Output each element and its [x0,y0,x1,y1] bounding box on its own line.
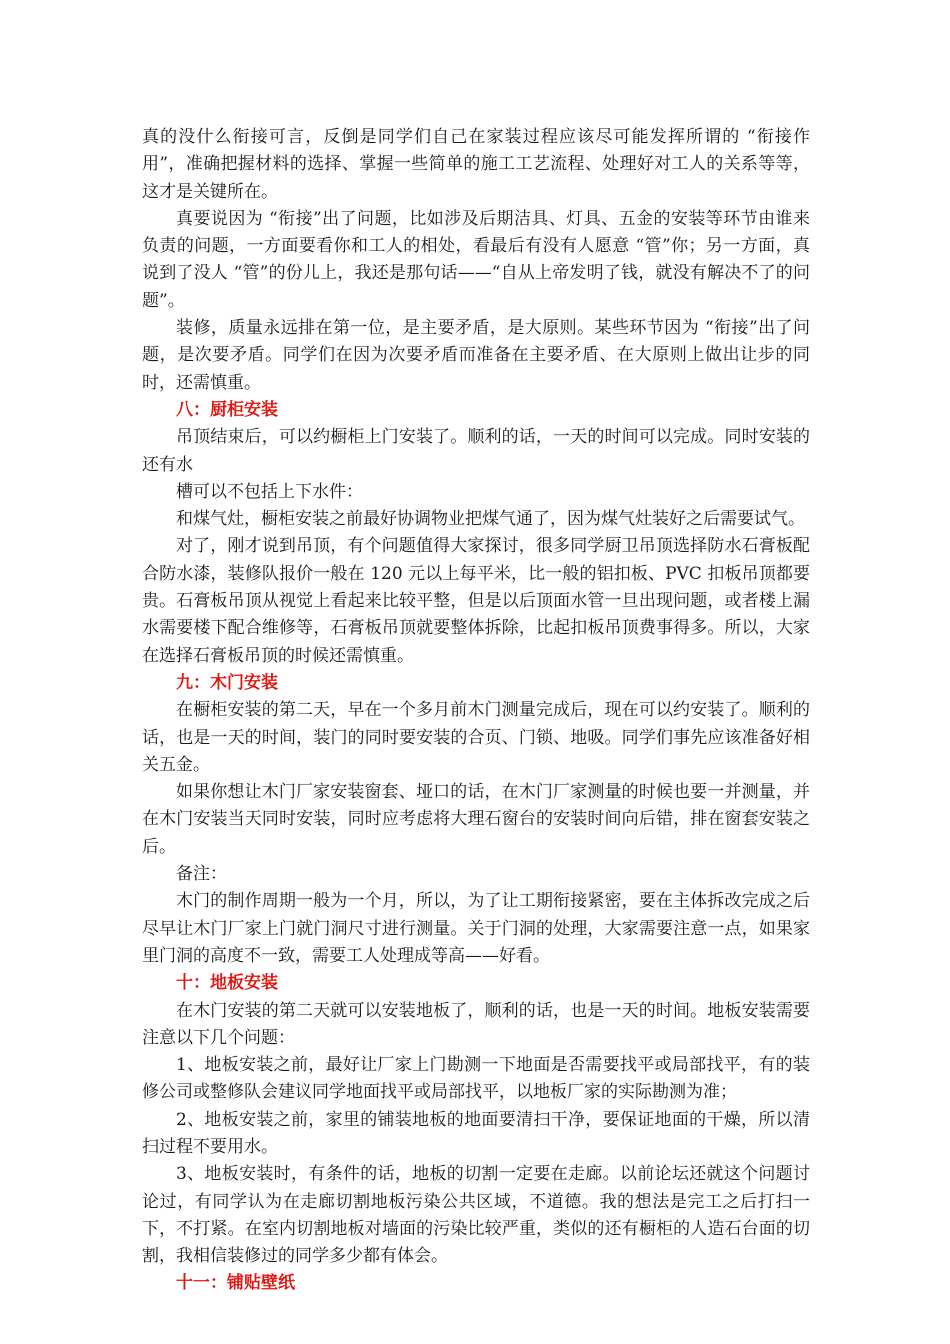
paragraph: 真的没什么衔接可言，反倒是同学们自己在家装过程应该尽可能发挥所谓的 “衔接作用”，准确把握材料的选择、掌握一些简单的施工工艺流程、处理好对工人的关系等等，这才是关键所在。 [142,127,810,202]
paragraph: 槽可以不包括上下水件： [176,481,363,502]
paragraph: 吊顶结束后，可以约橱柜上门安装了。顺利的话，一天的时间可以完成。同时安装的还有水 [142,427,810,475]
paragraph: 在橱柜安装的第二天，早在一个多月前木门测量完成后，现在可以约安装了。顺利的话，也是一天的时间，装门的同时要安装的合页、门锁、地吸。同学们事先应该准备好相关五金。 [142,700,810,775]
section-heading-flooring: 十：地板安装 [176,973,278,994]
paragraph: 真要说因为 “衔接”出了问题，比如涉及后期洁具、灯具、五金的安装等环节由谁来负责的问题，一方面要看你和工人的相处，看最后有没有人愿意 “管”你；另一方面，真说到了没人 “管”的份儿上，我还是那句话——“自从上帝发明了钱，就没有解决不了的问题”。 [142,208,810,311]
paragraph: 木门的制作周期一般为一个月，所以，为了让工期衔接紧密，要在主体拆改完成之后尽早让木门厂家上门就门洞尺寸进行测量。关于门洞的处理，大家需要注意一点，如果家里门洞的高度不一致，需要工人处理成等高——好看。 [142,891,810,966]
paragraph: 对了，刚才说到吊顶，有个问题值得大家探讨，很多同学厨卫吊顶选择防水石膏板配合防水漆，装修队报价一般在 120 元以上每平米，比一般的铝扣板、PVC 扣板吊顶都要贵。石膏板吊顶从视觉上看起来比较平整，但是以后顶面水管一旦出现问题，或者楼上漏水需要楼下配合维修等，石膏板吊顶就要整体拆除，比起扣板吊顶费事得多。所以，大家在选择石膏板吊顶的时候还需慎重。 [142,536,810,666]
paragraph: 如果你想让木门厂家安装窗套、垭口的话，在木门厂家测量的时候也要一并测量，并在木门安装当天同时安装，同时应考虑将大理石窗台的安装时间向后错，排在窗套安装之后。 [142,782,810,857]
paragraph: 备注： [176,864,227,885]
paragraph: 装修，质量永远排在第一位，是主要矛盾，是大原则。某些环节因为 “衔接”出了问题，是次要矛盾。同学们在因为次要矛盾而准备在主要矛盾、在大原则上做出让步的同时，还需慎重。 [142,318,810,393]
section-heading-kitchen: 八：厨柜安装 [176,399,278,420]
paragraph: 在木门安装的第二天就可以安装地板了，顺利的话，也是一天的时间。地板安装需要注意以下几个问题： [142,1000,810,1048]
list-item: 1、地板安装之前，最好让厂家上门勘测一下地面是否需要找平或局部找平，有的装修公司或整修队会建议同学地面找平或局部找平，以地板厂家的实际勘测为准； [142,1055,810,1103]
section-heading-wood-door: 九：木门安装 [176,672,278,693]
section-heading-wallpaper: 十一：铺贴壁纸 [176,1273,295,1294]
paragraph: 和煤气灶，橱柜安装之前最好协调物业把煤气通了，因为煤气灶装好之后需要试气。 [176,509,805,530]
document-body [142,124,810,1298]
list-item: 3、地板安装时，有条件的话，地板的切割一定要在走廊。以前论坛还就这个问题讨论过，有同学认为在走廊切割地板污染公共区域，不道德。我的想法是完工之后打扫一下，不打紧。在室内切割地板对墙面的污染比较严重，类似的还有橱柜的人造石台面的切割，我相信装修过的同学多少都有体会。 [142,1164,810,1267]
list-item: 2、地板安装之前，家里的铺装地板的地面要清扫干净，要保证地面的干燥，所以清扫过程不要用水。 [142,1109,810,1157]
